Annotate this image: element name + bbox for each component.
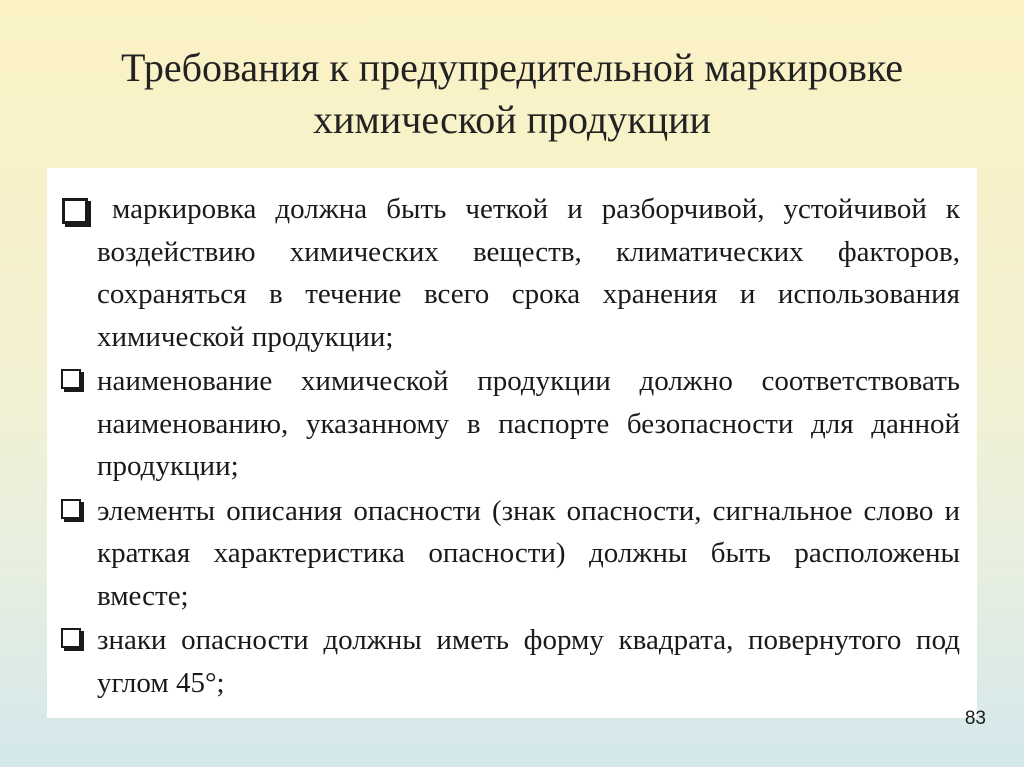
slide-title-line-1: Требования к предупредительной маркировке [120,45,904,90]
list-item-text: маркировка должна быть четкой и разборчивой, устойчивой к воздействию химических веществ, климатических факторов, сохраняться в течение всего срока хранения и использования химической продукции; [97,193,960,353]
list-item [97,360,960,488]
checkbox-icon [62,198,88,224]
list-item-text: элементы описания опасности (знак опасности, сигнальное слово и краткая характеристика опасности) должны быть расположены вместе; [97,494,960,612]
content-box [47,168,977,718]
list-item [97,188,960,358]
page-number: 83 [964,708,986,729]
slide-title-line-2: химической продукции [313,97,711,142]
list-item-text: наименование химической продукции должно соответствовать наименованию, указанному в паспорте безопасности для данной продукции; [97,365,960,482]
checkbox-icon [61,499,81,519]
requirements-list [97,188,960,706]
slide-title [40,42,984,146]
checkbox-icon [61,628,81,648]
list-item [97,490,960,618]
list-item-text: знаки опасности должны иметь форму квадрата, повернутого под углом 45°; [97,624,960,699]
checkbox-icon [61,369,81,389]
list-item [97,619,960,704]
